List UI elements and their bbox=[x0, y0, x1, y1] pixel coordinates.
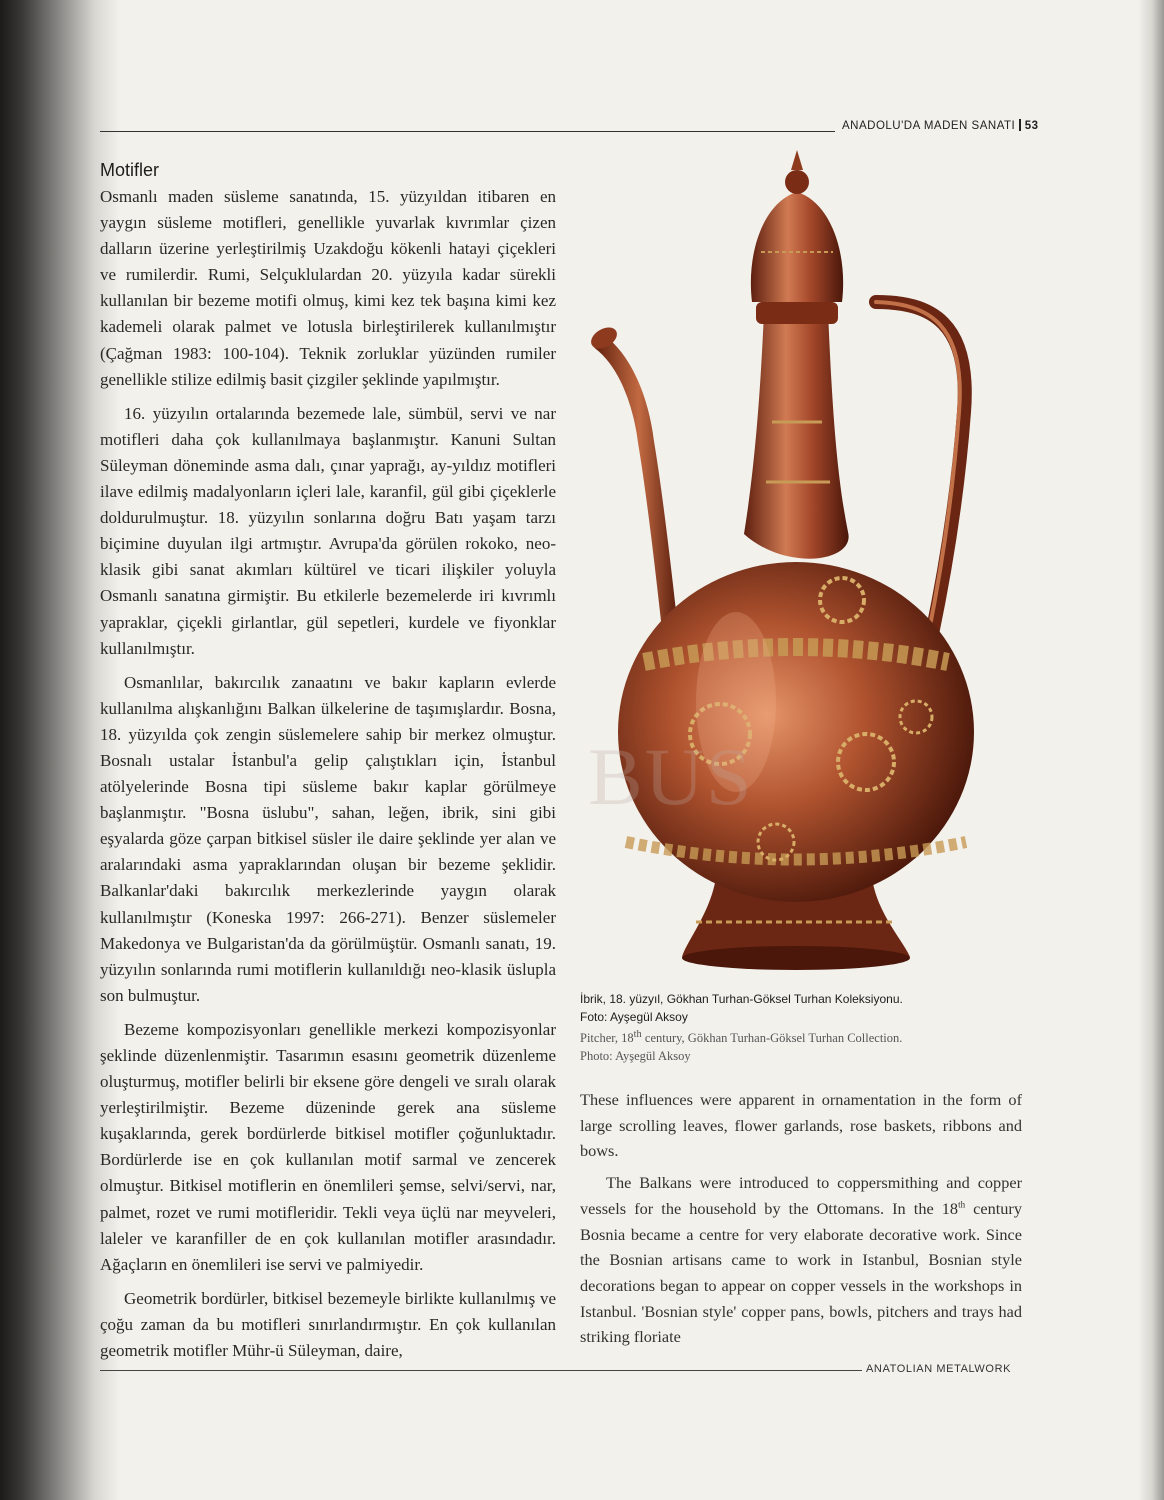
caption-tr-line-2: Foto: Ayşegül Aksoy bbox=[580, 1010, 688, 1024]
watermark: BUS bbox=[588, 731, 754, 822]
turkish-body-column bbox=[100, 158, 556, 1372]
ewer-photograph bbox=[586, 142, 986, 974]
paragraph-4: Bezeme kompozisyonları genellikle merkezi kompozisyonlar şeklinde düzenlenmiştir. Tasarımın esasını geometrik düzenleme oluşturmuş, motifler belirli bir eksene göre dengeli ve sıralı olarak yerleştirilmiştir. Bezeme düzeninde gerek ana süsleme kuşaklarında, gerek bordürlerde bitkisel motifler çoğunluktadır. Bordürlerde ise en çok kullanılan motif sarmal ve zencerek olmuştur. Bitkisel motiflerin en önemlileri şemse, selvi/servi, nar, palmet, rozet ve rumi motifleridir. Tekli veya üçlü nar meyveleri, laleler ve karanfiller de en çok kullanılan motifler arasındadır. Ağaçların en önemlileri ise servi ve palmiyedir. bbox=[100, 1019, 556, 1274]
paragraph-1: Osmanlı maden süsleme sanatında, 15. yüzyıldan itibaren en yaygın süsleme motifleri, genellikle yuvarlak kıvrımlar çizen dalların üzerine yerleştirilmiş Uzakdoğu kökenli hatayi çiçekleri ve rumilerdir. Rumi, Selçuklulardan 20. yüzyıla kadar sürekli kullanılan bir bezeme motifi olmuş, kimi kez tek başına kimi kez kademeli olarak palmet ve lotusla birleştirilerek kullanılmıştır (Çağman 1983: 100-104). Teknik zorluklar yüzünden rumiler genellikle stilize edilmiş basit çizgiler şeklinde yapılmıştır. bbox=[100, 187, 556, 389]
footer-running-title: ANATOLIAN METALWORK bbox=[866, 1363, 1012, 1375]
english-paragraph-2-sup: th bbox=[958, 1199, 966, 1210]
english-paragraph-2-b: century Bosnia became a centre for very elaborate decorative work. Since the Bosnian artisans came to work in Istanbul, Bosnian style decorations began to appear on copper vessels in the workshops in Istanbul. 'Bosnian style' copper pans, bowls, pitchers and trays had striking floriate bbox=[580, 1198, 1022, 1347]
caption-en-sup: th bbox=[633, 1029, 642, 1040]
english-body-column bbox=[580, 1087, 1022, 1356]
caption-en-line-1 bbox=[580, 1026, 1000, 1047]
running-head-separator bbox=[1019, 119, 1021, 131]
caption-tr-line-1: İbrik, 18. yüzyıl, Gökhan Turhan-Göksel Turhan Koleksiyonu. bbox=[580, 992, 903, 1006]
section-heading: Motifler bbox=[100, 160, 160, 180]
caption-en-line-2: Photo: Ayşegül Aksoy bbox=[580, 1049, 691, 1064]
header-rule bbox=[100, 131, 835, 132]
ewer-illustration bbox=[586, 142, 986, 974]
page-number: 53 bbox=[1024, 120, 1039, 132]
figure-caption bbox=[580, 990, 1000, 1065]
paragraph-3: Osmanlılar, bakırcılık zanaatını ve bakır kapların evlerde kullanılma alışkanlığını Balkan ülkelerine de taşımışlardır. Bosna, 18. yüzyılda çok zengin süslemelere sahip bir merkez olmuştur. Bosnalı ustalar İstanbul'a gelip çalıştıkları için, İstanbul atölyelerinde Bosna tipi süsleme bakır kaplar görülmeye başlanmıştır. "Bosna üslubu", sahan, leğen, ibrik, sini gibi eşyalarda göze çarpan bitkisel süsler ile daire şeklinde yer alan ve aralarındaki asma yapraklarından oluşan bir bezeme şeklidir. Balkanlar'daki bakırcılık merkezlerinde yaygın olarak kullanılmıştır (Koneska 1997: 266-271). Benzer süslemeler Makedonya ve Bulgaristan'da da görülmüştür. Osmanlı sanatı, 19. yüzyılın sonlarında rumi motiflerin kullanıldığı neo-klasik üslupla son bulmuştur. bbox=[100, 672, 556, 1005]
running-head bbox=[842, 119, 1039, 132]
caption-en-text-b: century, Gökhan Turhan-Göksel Turhan Collection. bbox=[641, 1031, 903, 1046]
caption-en-text-a: Pitcher, 18 bbox=[580, 1031, 634, 1046]
paragraph-2: 16. yüzyılın ortalarında bezemede lale, sümbül, servi ve nar motifleri daha çok kullanılmaya başlanmıştır. Kanuni Sultan Süleyman döneminde asma dalı, çınar yaprağı, ay-yıldız motifleri ilave edilmiş madalyonların içleri lale, karanfil, gül gibi çiçeklerle doldurulmuştur. 18. yüzyılın sonlarına doğru Batı yaşam tarzı biçimine duyulan ilgi artmıştır. Avrupa'da görülen rokoko, neo-klasik gibi sanat akımları kültürel ve ticari ilişkiler yoluyla Osmanlı sanatına girmiştir. Bu etkilerle bezemelerde iri kıvrımlı yapraklar, çiçekli girlantlar, gül sepetleri, kurdele ve fiyonklar kullanılmıştır. bbox=[100, 403, 556, 658]
running-head-title: ANADOLU'DA MADEN SANATI bbox=[842, 120, 1016, 132]
footer-rule bbox=[100, 1370, 862, 1371]
english-paragraph-2 bbox=[580, 1170, 1022, 1350]
english-paragraph-1: These influences were apparent in ornamentation in the form of large scrolling leaves, flower garlands, rose baskets, ribbons and bows. bbox=[580, 1090, 1022, 1161]
page-edge-shadow bbox=[1138, 0, 1164, 1500]
english-paragraph-2-a: The Balkans were introduced to coppersmithing and copper vessels for the household by the Ottomans. In the 18 bbox=[580, 1173, 1022, 1218]
paragraph-5: Geometrik bordürler, bitkisel bezemeyle birlikte kullanılmış ve çoğu zaman da bu motifleri sınırlandırmıştır. En çok kullanılan geometrik motifler Mühr-ü Süleyman, daire, bbox=[100, 1288, 556, 1361]
